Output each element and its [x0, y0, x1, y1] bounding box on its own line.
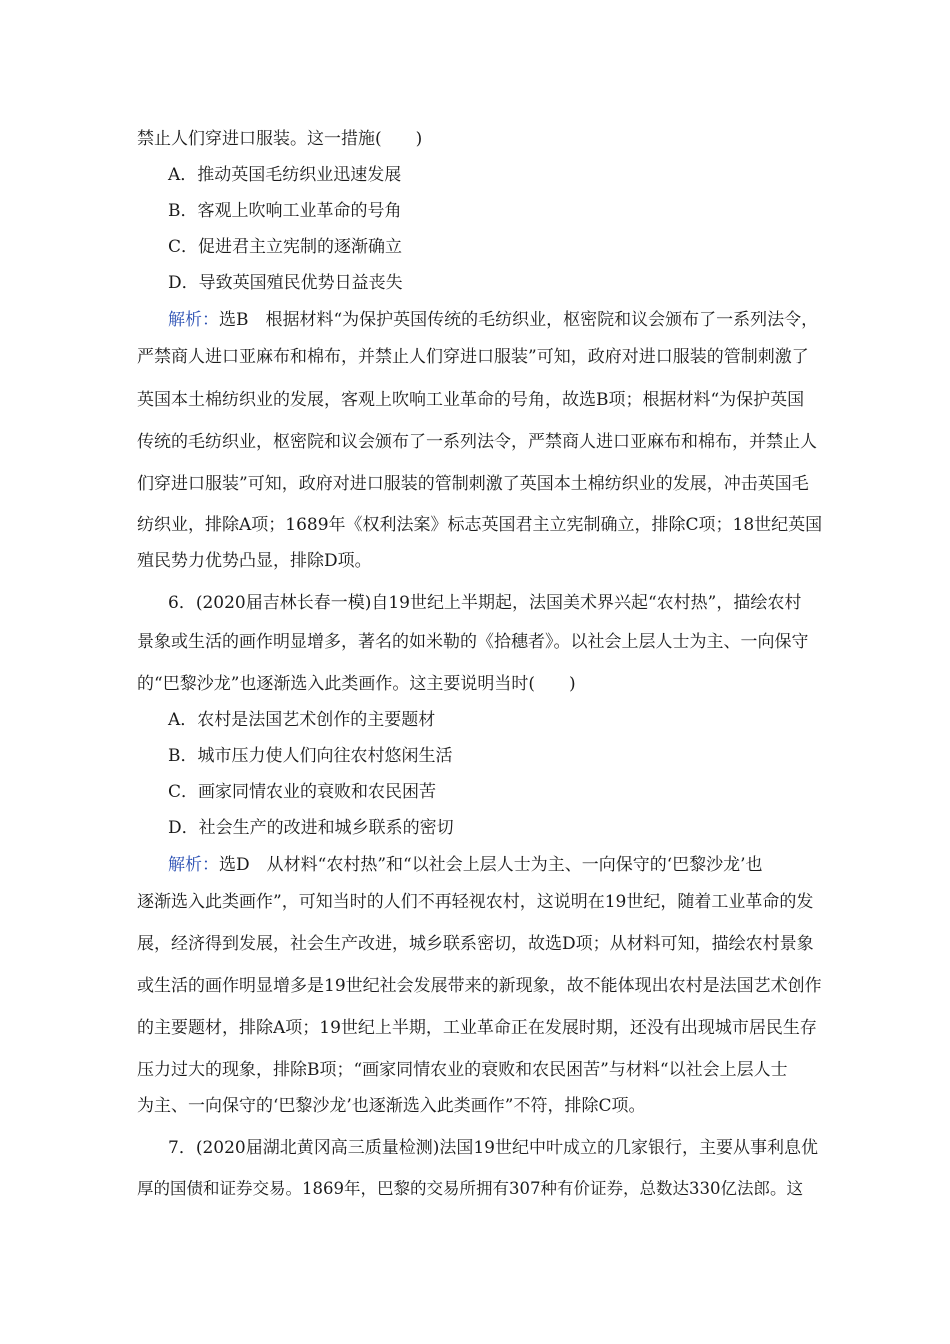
q6-option-a: A．农村是法国艺术创作的主要题材: [168, 710, 436, 730]
q6-analysis-text: 选D 从材料“农村热”和“以社会上层人士为主、一向保守的‘巴黎沙龙’也: [219, 855, 763, 875]
q7-stem-line: 7．(2020届湖北黄冈高三质量检测)法国19世纪中叶成立的几家银行，主要从事利息优: [168, 1138, 818, 1158]
q6-analysis-line: 为主、一向保守的‘巴黎沙龙’也逐渐选入此类画作”不符，排除C项。: [137, 1096, 646, 1116]
q6-option-c: C．画家同情农业的衰败和农民困苦: [168, 782, 437, 802]
q5-analysis-line: 们穿进口服装”可知，政府对进口服装的管制刺激了英国本土棉纺织业的发展，冲击英国毛: [137, 474, 809, 494]
q6-analysis-line: 的主要题材，排除A项；19世纪上半期，工业革命正在发展时期，还没有出现城市居民生存: [137, 1018, 817, 1038]
q5-analysis-line: 严禁商人进口亚麻布和棉布，并禁止人们穿进口服装”可知，政府对进口服装的管制刺激了: [137, 347, 809, 367]
q6-stem-line: 景象或生活的画作明显增多，著名的如米勒的《拾穗者》。以社会上层人士为主、一向保守: [137, 632, 809, 652]
q6-analysis-label: 解析：: [168, 855, 219, 875]
q5-analysis-line: 英国本土棉纺织业的发展，客观上吹响工业革命的号角，故选B项；根据材料“为保护英国: [137, 390, 805, 410]
q5-analysis-first-line: [168, 307, 818, 333]
q6-option-b: B．城市压力使人们向往农村悠闲生活: [168, 746, 453, 766]
q6-analysis-first-line: [168, 852, 763, 878]
q6-stem-line: 的“巴黎沙龙”也逐渐选入此类画作。这主要说明当时( ): [137, 674, 576, 694]
q5-analysis-line: 纺织业，排除A项；1689年《权利法案》标志英国君主立宪制确立，排除C项；18世纪英国: [137, 515, 823, 535]
q5-option-c: C．促进君主立宪制的逐渐确立: [168, 237, 403, 257]
q5-option-d: D．导致英国殖民优势日益丧失: [168, 273, 403, 293]
q5-analysis-line: 殖民势力优势凸显，排除D项。: [137, 551, 372, 571]
q7-stem-line: 厚的国债和证券交易。1869年，巴黎的交易所拥有307种有价证券，总数达330亿法郎。这: [137, 1179, 803, 1198]
q6-analysis-line: 展，经济得到发展，社会生产改进，城乡联系密切，故选D项；从材料可知，描绘农村景象: [137, 934, 814, 954]
q6-analysis-line: 逐渐选入此类画作”，可知当时的人们不再轻视农村，这说明在19世纪，随着工业革命的发: [137, 892, 814, 912]
q6-analysis-line: 压力过大的现象，排除B项；“画家同情农业的衰败和农民困苦”与材料“以社会上层人士: [137, 1060, 788, 1080]
q6-option-d: D．社会生产的改进和城乡联系的密切: [168, 818, 454, 838]
q5-analysis-label: 解析：: [168, 310, 219, 330]
q6-analysis-line: 或生活的画作明显增多是19世纪社会发展带来的新现象，故不能体现出农村是法国艺术创作: [137, 976, 822, 996]
q5-analysis-text: 选B 根据材料“为保护英国传统的毛纺织业，枢密院和议会颁布了一系列法令，: [219, 310, 819, 330]
q5-stem-line: 禁止人们穿进口服装。这一措施( ): [137, 129, 423, 149]
q5-option-a: A．推动英国毛纺织业迅速发展: [168, 165, 402, 185]
q5-option-b: B．客观上吹响工业革命的号角: [168, 201, 402, 221]
q5-analysis-line: 传统的毛纺织业，枢密院和议会颁布了一系列法令，严禁商人进口亚麻布和棉布，并禁止人: [137, 432, 817, 452]
q6-stem-line: 6．(2020届吉林长春一模)自19世纪上半期起，法国美术界兴起“农村热”，描绘农村: [168, 593, 802, 613]
